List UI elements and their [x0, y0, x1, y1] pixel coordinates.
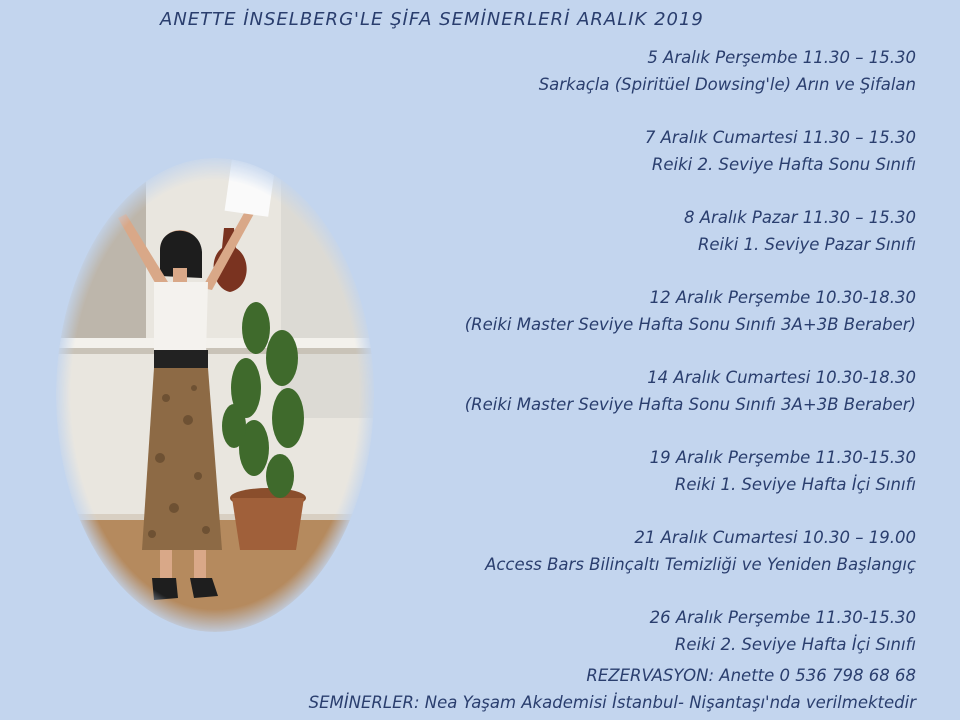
event-date: 26 Aralık Perşembe 11.30-15.30	[649, 608, 916, 627]
event-title: Reiki 1. Seviye Hafta İçi Sınıfı	[674, 475, 916, 494]
event-item	[276, 204, 916, 258]
footer-info	[309, 662, 916, 716]
event-title: Reiki 2. Seviye Hafta Sonu Sınıfı	[651, 155, 916, 174]
page-title: ANETTE İNSELBERG'LE ŞİFA SEMİNERLERİ ARALIK 2019	[160, 9, 704, 30]
event-title: Reiki 1. Seviye Pazar Sınıfı	[697, 235, 916, 254]
event-title: Reiki 2. Seviye Hafta İçi Sınıfı	[674, 635, 916, 654]
event-title: Access Bars Bilinçaltı Temizliği ve Yeniden Başlangıç	[485, 555, 916, 574]
seminars-location-line: SEMİNERLER: Nea Yaşam Akademisi İstanbul- Nişantaşı'nda verilmektedir	[308, 693, 916, 712]
event-item	[276, 364, 916, 418]
event-date: 21 Aralık Cumartesi 10.30 – 19.00	[634, 528, 916, 547]
event-item	[276, 524, 916, 578]
event-date: 7 Aralık Cumartesi 11.30 – 15.30	[644, 128, 916, 147]
event-date: 5 Aralık Perşembe 11.30 – 15.30	[647, 48, 916, 67]
event-title: Sarkaçla (Spiritüel Dowsing'le) Arın ve Şifalan	[538, 75, 916, 94]
event-date: 12 Aralık Perşembe 10.30-18.30	[649, 288, 916, 307]
event-item	[276, 124, 916, 178]
event-item	[276, 604, 916, 658]
event-date: 14 Aralık Cumartesi 10.30-18.30	[647, 368, 916, 387]
event-date: 19 Aralık Perşembe 11.30-15.30	[649, 448, 916, 467]
event-title: (Reiki Master Seviye Hafta Sonu Sınıfı 3A+3B Beraber)	[464, 315, 916, 334]
seminar-schedule	[276, 44, 916, 684]
event-item	[276, 284, 916, 338]
event-title: (Reiki Master Seviye Hafta Sonu Sınıfı 3A+3B Beraber)	[464, 395, 916, 414]
reservation-line: REZERVASYON: Anette 0 536 798 68 68	[586, 666, 916, 685]
event-item	[276, 444, 916, 498]
event-item	[276, 44, 916, 98]
event-date: 8 Aralık Pazar 11.30 – 15.30	[684, 208, 916, 227]
